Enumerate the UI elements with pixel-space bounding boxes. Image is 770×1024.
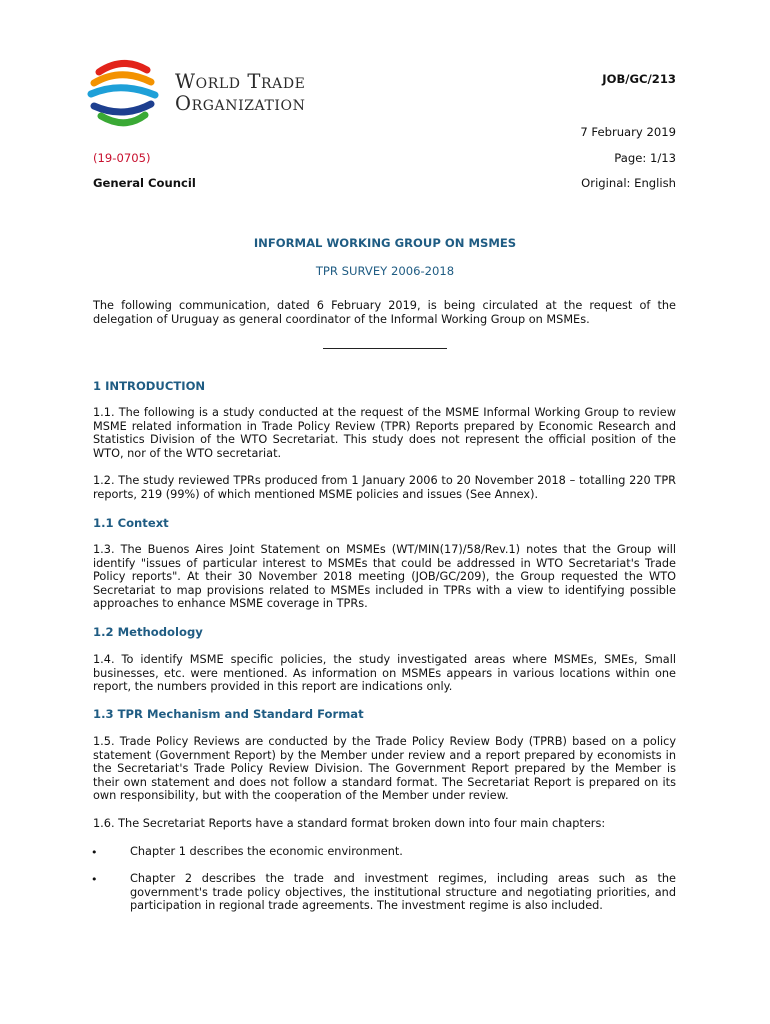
separator-rule	[323, 348, 447, 349]
bullet-marker: •	[91, 873, 98, 886]
section-heading-methodology: 1.2 Methodology	[93, 625, 203, 639]
section-heading-introduction: 1 INTRODUCTION	[93, 379, 206, 393]
document-subtitle: TPR SURVEY 2006-2018	[315, 264, 455, 278]
paragraph-1-5: 1.5. Trade Policy Reviews are conducted by the Trade Policy Review Body (TPRB) based on a policy statement (Government Report) by the Member under review and a report prepared by economists in the Secretariat's Trade Policy Review Division. The Government Report prepared by the Member is their own statement and does not follow a standard format. The Secretariat Report is prepared on its own responsibility, but with the cooperation of the Member under review.	[93, 735, 676, 803]
document-title: INFORMAL WORKING GROUP ON MSMES	[253, 236, 517, 250]
organization-name	[175, 71, 305, 115]
paragraph-1-6: 1.6. The Secretariat Reports have a standard format broken down into four main chapters:	[93, 817, 606, 830]
paragraph-1-4: 1.4. To identify MSME specific policies, the study investigated areas where MSMEs, SMEs, Small businesses, etc. were mentioned. As information on MSMEs appears in various locations within one report, the numbers provided in this report are indications only.	[93, 653, 676, 694]
logo-line-2: Organization	[175, 92, 306, 115]
original-language: Original: English	[581, 176, 676, 190]
wto-logo	[85, 58, 335, 130]
document-reference: (19-0705)	[93, 151, 151, 165]
paragraph-1-1: 1.1. The following is a study conducted at the request of the MSME Informal Working Group to review MSME related information in Trade Policy Review (TPR) Reports prepared by Economic Research and Statistics Division of the WTO Secretariat. This study does not represent the official position of the WTO, nor of the WTO secretariat.	[93, 406, 676, 460]
section-heading-context: 1.1 Context	[93, 516, 169, 530]
document-date: 7 February 2019	[580, 125, 676, 139]
bullet-item: Chapter 1 describes the economic environment.	[130, 845, 403, 858]
logo-line-1: World Trade	[175, 70, 306, 93]
bullet-marker: •	[91, 846, 98, 859]
council-name: General Council	[93, 176, 196, 190]
wto-emblem-icon	[85, 58, 167, 130]
paragraph-1-3: 1.3. The Buenos Aires Joint Statement on MSMEs (WT/MIN(17)/58/Rev.1) notes that the Group will identify "issues of particular interest to MSMEs that could be addressed in WTO Secretariat's Trade Policy reports". At their 30 November 2018 meeting (JOB/GC/209), the Group requested the WTO Secretariat to map provisions related to MSMEs included in TPRs with a view to identifying possible approaches to enhance MSME coverage in TPRs.	[93, 543, 676, 611]
section-heading-tpr-mechanism: 1.3 TPR Mechanism and Standard Format	[93, 707, 364, 721]
paragraph-1-2: 1.2. The study reviewed TPRs produced from 1 January 2006 to 20 November 2018 – totalling 220 TPR reports, 219 (99%) of which mentioned MSME policies and issues (See Annex).	[93, 474, 676, 501]
document-symbol: JOB/GC/213	[602, 72, 676, 86]
intro-paragraph: The following communication, dated 6 February 2019, is being circulated at the request of the delegation of Uruguay as general coordinator of the Informal Working Group on MSMEs.	[93, 299, 676, 326]
page-number: Page: 1/13	[614, 151, 676, 165]
bullet-item: Chapter 2 describes the trade and investment regimes, including areas such as the government's trade policy objectives, the institutional structure and negotiating priorities, and participation in regional trade agreements. The investment regime is also included.	[130, 872, 676, 913]
